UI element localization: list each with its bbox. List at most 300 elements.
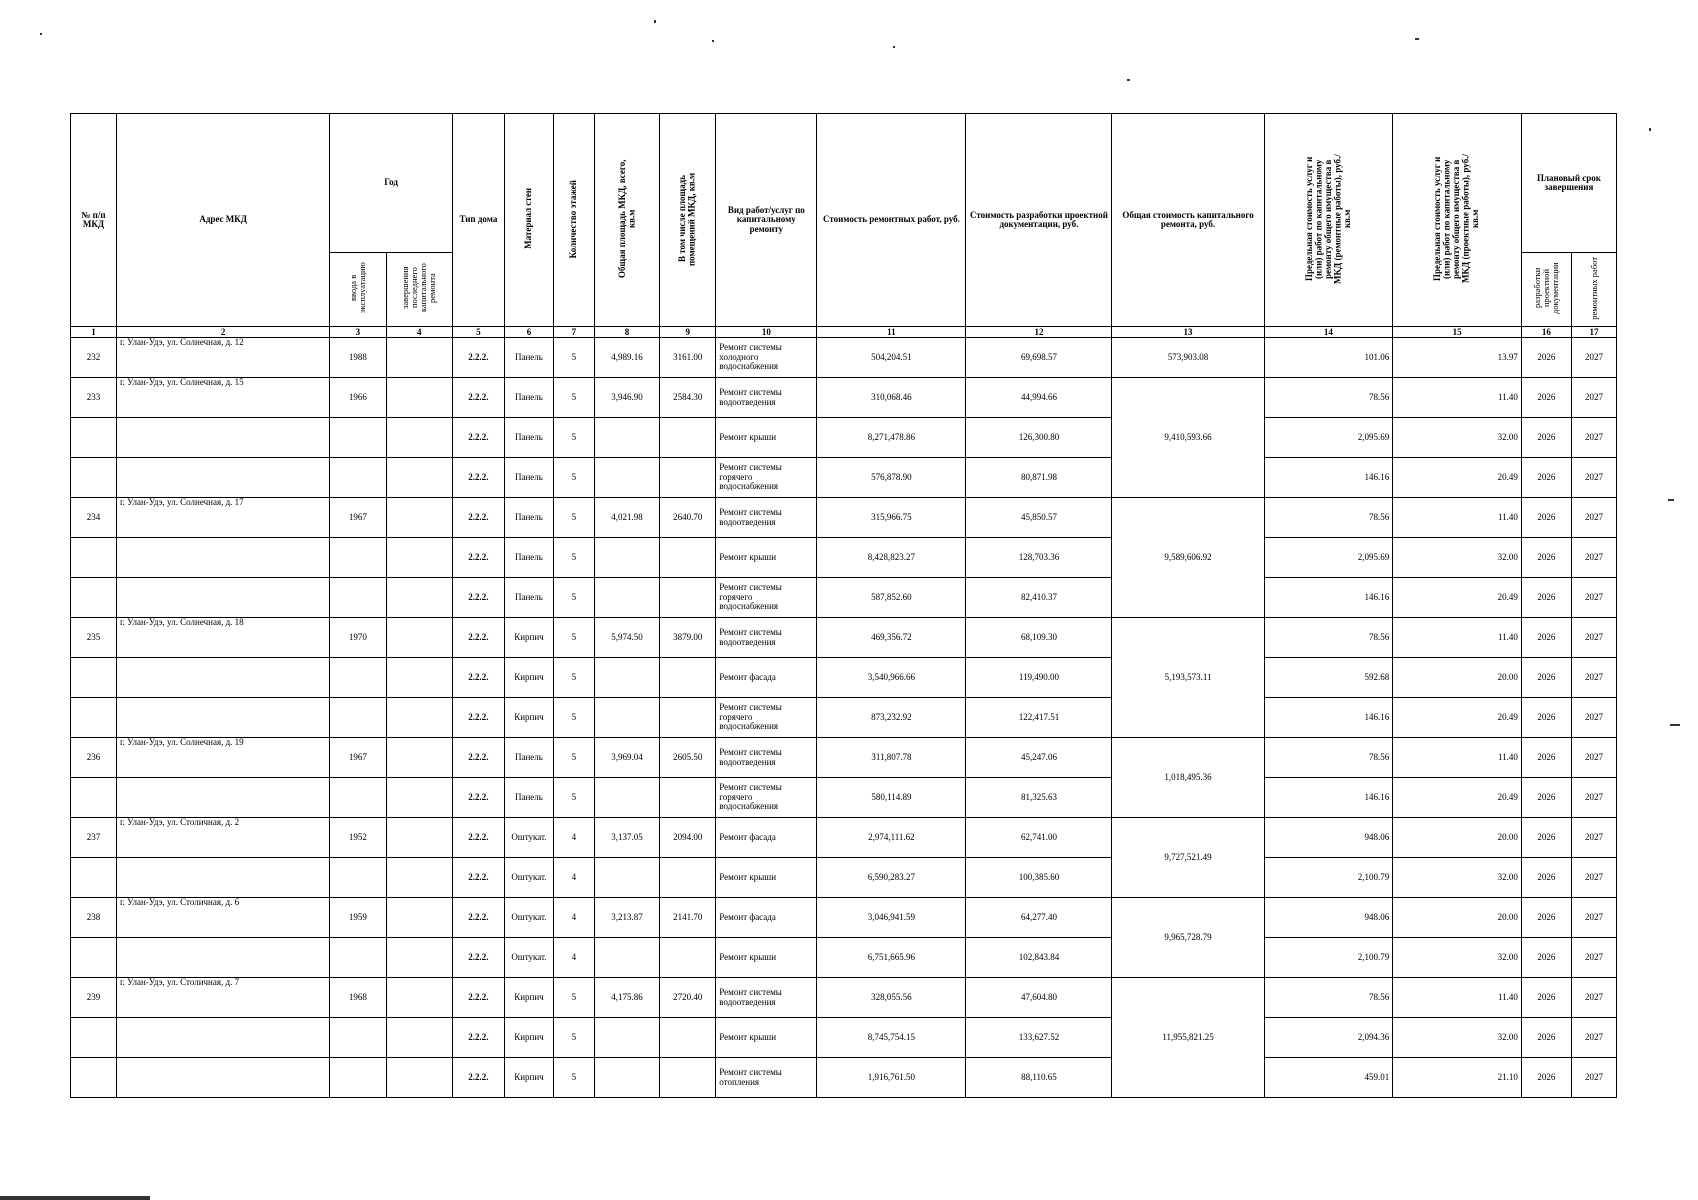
cell-wall-material: Оштукат. — [504, 818, 553, 858]
cell-total-area — [594, 778, 659, 818]
cell-repair-year: 2027 — [1571, 338, 1616, 378]
cell-project-cost: 126,300.80 — [966, 418, 1112, 458]
header-premises-area: В том числе площадь помещений МКД, кв.м — [660, 114, 716, 327]
cell-row-number — [71, 698, 117, 738]
cell-house-type: 2.2.2. — [452, 578, 504, 618]
cell-project-year: 2026 — [1521, 938, 1571, 978]
cell-total-area — [594, 578, 659, 618]
column-number-8: 8 — [594, 327, 659, 338]
cell-project-cost: 82,410.37 — [966, 578, 1112, 618]
column-number-7: 7 — [553, 327, 594, 338]
cell-total-area: 5,974.50 — [594, 618, 659, 658]
cell-row-number — [71, 1018, 117, 1058]
cell-address: г. Улан-Удэ, ул. Солнечная, д. 17 — [116, 498, 329, 538]
cell-house-type: 2.2.2. — [452, 1058, 504, 1098]
cell-row-number — [71, 778, 117, 818]
cell-work-type: Ремонт фасада — [716, 818, 817, 858]
cell-repair-year: 2027 — [1571, 818, 1616, 858]
cell-limit-project: 13.97 — [1393, 338, 1522, 378]
column-number-4: 4 — [386, 327, 452, 338]
table-row — [71, 938, 1617, 978]
cell-last-repair-year — [386, 698, 452, 738]
cell-project-cost: 122,417.51 — [966, 698, 1112, 738]
cell-repair-year: 2027 — [1571, 618, 1616, 658]
cell-limit-repair: 592.68 — [1264, 658, 1393, 698]
cell-last-repair-year — [386, 1058, 452, 1098]
cell-project-year: 2026 — [1521, 1058, 1571, 1098]
cell-limit-repair: 78.56 — [1264, 618, 1393, 658]
cell-last-repair-year — [386, 978, 452, 1018]
cell-premises-area — [660, 418, 716, 458]
cell-limit-project: 11.40 — [1393, 738, 1522, 778]
cell-repair-year: 2027 — [1571, 418, 1616, 458]
cell-commissioning-year: 1988 — [330, 338, 386, 378]
cell-project-year: 2026 — [1521, 418, 1571, 458]
cell-project-year: 2026 — [1521, 1018, 1571, 1058]
cell-total-cost: 573,903.08 — [1112, 338, 1264, 378]
table-row — [71, 418, 1617, 458]
header-limit-repair: Предельная стоимость услуг и (или) работ по капитальному ремонту общего имущества в МКД (ремонтные работы), руб./кв.м — [1264, 114, 1393, 327]
cell-project-cost: 128,703.36 — [966, 538, 1112, 578]
header-house-type: Тип дома — [452, 114, 504, 327]
table-row — [71, 978, 1617, 1018]
cell-total-area — [594, 538, 659, 578]
cell-commissioning-year: 1952 — [330, 818, 386, 858]
cell-row-number — [71, 418, 117, 458]
cell-project-year: 2026 — [1521, 618, 1571, 658]
cell-house-type: 2.2.2. — [452, 778, 504, 818]
cell-total-area: 3,969.04 — [594, 738, 659, 778]
cell-last-repair-year — [386, 578, 452, 618]
cell-address: г. Улан-Удэ, ул. Столичная, д. 7 — [116, 978, 329, 1018]
cell-work-type: Ремонт крыши — [716, 538, 817, 578]
cell-limit-repair: 2,095.69 — [1264, 538, 1393, 578]
cell-address: г. Улан-Удэ, ул. Столичная, д. 2 — [116, 818, 329, 858]
column-number-16: 16 — [1521, 327, 1571, 338]
cell-address — [116, 698, 329, 738]
cell-total-cost: 9,965,728.79 — [1112, 898, 1264, 978]
header-project-cost: Стоимость разработки проектной документации, руб. — [966, 114, 1112, 327]
cell-last-repair-year — [386, 458, 452, 498]
cell-work-type: Ремонт системы водоотведения — [716, 738, 817, 778]
cell-house-type: 2.2.2. — [452, 978, 504, 1018]
cell-last-repair-year — [386, 498, 452, 538]
cell-wall-material: Панель — [504, 378, 553, 418]
cell-total-cost: 9,589,606.92 — [1112, 498, 1264, 618]
column-number-6: 6 — [504, 327, 553, 338]
cell-wall-material: Панель — [504, 458, 553, 498]
cell-floors: 5 — [553, 498, 594, 538]
cell-limit-repair: 146.16 — [1264, 698, 1393, 738]
cell-premises-area: 2141.70 — [660, 898, 716, 938]
cell-last-repair-year — [386, 938, 452, 978]
cell-house-type: 2.2.2. — [452, 538, 504, 578]
cell-total-area: 4,989.16 — [594, 338, 659, 378]
cell-commissioning-year — [330, 458, 386, 498]
table-row — [71, 1058, 1617, 1098]
cell-wall-material: Панель — [504, 418, 553, 458]
cell-commissioning-year — [330, 1058, 386, 1098]
cell-project-cost: 62,741.00 — [966, 818, 1112, 858]
cell-house-type: 2.2.2. — [452, 738, 504, 778]
table-row — [71, 498, 1617, 538]
cell-address — [116, 538, 329, 578]
column-number-3: 3 — [330, 327, 386, 338]
cell-last-repair-year — [386, 538, 452, 578]
column-number-9: 9 — [660, 327, 716, 338]
column-number-2: 2 — [116, 327, 329, 338]
cell-last-repair-year — [386, 1018, 452, 1058]
cell-address: г. Улан-Удэ, ул. Солнечная, д. 18 — [116, 618, 329, 658]
cell-project-year: 2026 — [1521, 538, 1571, 578]
cell-work-type: Ремонт фасада — [716, 898, 817, 938]
cell-project-cost: 80,871.98 — [966, 458, 1112, 498]
cell-limit-repair: 78.56 — [1264, 738, 1393, 778]
cell-project-year: 2026 — [1521, 818, 1571, 858]
cell-repair-cost: 315,966.75 — [817, 498, 966, 538]
header-row — [71, 114, 1617, 253]
cell-wall-material: Кирпич — [504, 698, 553, 738]
cell-limit-project: 32.00 — [1393, 1018, 1522, 1058]
cell-house-type: 2.2.2. — [452, 1018, 504, 1058]
cell-premises-area — [660, 658, 716, 698]
cell-commissioning-year: 1970 — [330, 618, 386, 658]
cell-repair-cost: 873,232.92 — [817, 698, 966, 738]
cell-address — [116, 418, 329, 458]
cell-wall-material: Панель — [504, 498, 553, 538]
cell-project-year: 2026 — [1521, 898, 1571, 938]
cell-commissioning-year: 1968 — [330, 978, 386, 1018]
cell-project-year: 2026 — [1521, 738, 1571, 778]
cell-last-repair-year — [386, 658, 452, 698]
cell-premises-area: 3161.00 — [660, 338, 716, 378]
table-row — [71, 818, 1617, 858]
header-address: Адрес МКД — [116, 114, 329, 327]
cell-commissioning-year — [330, 938, 386, 978]
cell-limit-project: 11.40 — [1393, 498, 1522, 538]
cell-house-type: 2.2.2. — [452, 458, 504, 498]
cell-limit-repair: 101.06 — [1264, 338, 1393, 378]
cell-row-number — [71, 1058, 117, 1098]
cell-address — [116, 778, 329, 818]
cell-limit-project: 20.00 — [1393, 818, 1522, 858]
cell-floors: 5 — [553, 698, 594, 738]
cell-repair-cost: 469,356.72 — [817, 618, 966, 658]
column-number-11: 11 — [817, 327, 966, 338]
cell-address — [116, 578, 329, 618]
table-row — [71, 578, 1617, 618]
cell-last-repair-year — [386, 818, 452, 858]
cell-work-type: Ремонт фасада — [716, 658, 817, 698]
cell-repair-cost: 1,916,761.50 — [817, 1058, 966, 1098]
cell-total-area — [594, 698, 659, 738]
column-number-5: 5 — [452, 327, 504, 338]
table-row — [71, 898, 1617, 938]
cell-premises-area — [660, 778, 716, 818]
cell-project-cost: 88,110.65 — [966, 1058, 1112, 1098]
cell-project-year: 2026 — [1521, 778, 1571, 818]
cell-repair-cost: 6,751,665.96 — [817, 938, 966, 978]
cell-row-number: 232 — [71, 338, 117, 378]
cell-floors: 5 — [553, 338, 594, 378]
table-row — [71, 618, 1617, 658]
cell-project-cost: 100,385.60 — [966, 858, 1112, 898]
cell-repair-cost: 580,114.89 — [817, 778, 966, 818]
cell-floors: 5 — [553, 578, 594, 618]
cell-work-type: Ремонт крыши — [716, 858, 817, 898]
cell-floors: 5 — [553, 1018, 594, 1058]
cell-wall-material: Кирпич — [504, 1058, 553, 1098]
cell-commissioning-year: 1966 — [330, 378, 386, 418]
cell-floors: 5 — [553, 618, 594, 658]
cell-last-repair-year — [386, 378, 452, 418]
cell-limit-project: 11.40 — [1393, 978, 1522, 1018]
cell-last-repair-year — [386, 618, 452, 658]
cell-project-year: 2026 — [1521, 698, 1571, 738]
cell-limit-repair: 146.16 — [1264, 458, 1393, 498]
cell-row-number: 234 — [71, 498, 117, 538]
cell-premises-area: 2605.50 — [660, 738, 716, 778]
cell-row-number: 236 — [71, 738, 117, 778]
cell-repair-cost: 8,271,478.86 — [817, 418, 966, 458]
cell-last-repair-year — [386, 858, 452, 898]
cell-last-repair-year — [386, 898, 452, 938]
cell-repair-cost: 8,745,754.15 — [817, 1018, 966, 1058]
cell-wall-material: Панель — [504, 578, 553, 618]
header-year: Год — [330, 114, 453, 253]
cell-repair-cost: 328,055.56 — [817, 978, 966, 1018]
cell-limit-project: 11.40 — [1393, 618, 1522, 658]
subheader-last-repair: завершения последнего капитального ремонта — [386, 253, 452, 327]
cell-repair-year: 2027 — [1571, 1018, 1616, 1058]
cell-floors: 4 — [553, 818, 594, 858]
header-wall-material: Материал стен — [504, 114, 553, 327]
header-total-cost: Общая стоимость капитального ремонта, руб. — [1112, 114, 1264, 327]
cell-work-type: Ремонт системы водоотведения — [716, 498, 817, 538]
cell-premises-area — [660, 698, 716, 738]
cell-address — [116, 1058, 329, 1098]
cell-repair-year: 2027 — [1571, 578, 1616, 618]
table-row — [71, 538, 1617, 578]
cell-floors: 5 — [553, 658, 594, 698]
cell-project-cost: 45,247.06 — [966, 738, 1112, 778]
cell-project-cost: 45,850.57 — [966, 498, 1112, 538]
cell-repair-year: 2027 — [1571, 938, 1616, 978]
cell-limit-repair: 78.56 — [1264, 978, 1393, 1018]
cell-house-type: 2.2.2. — [452, 418, 504, 458]
cell-total-area: 4,021.98 — [594, 498, 659, 538]
cell-premises-area — [660, 578, 716, 618]
cell-repair-year: 2027 — [1571, 738, 1616, 778]
cell-work-type: Ремонт системы горячего водоснабжения — [716, 578, 817, 618]
cell-project-year: 2026 — [1521, 378, 1571, 418]
cell-premises-area: 2584.30 — [660, 378, 716, 418]
column-number-10: 10 — [716, 327, 817, 338]
cell-commissioning-year — [330, 698, 386, 738]
cell-project-cost: 44,994.66 — [966, 378, 1112, 418]
cell-row-number — [71, 938, 117, 978]
cell-floors: 5 — [553, 978, 594, 1018]
cell-row-number — [71, 458, 117, 498]
column-number-1: 1 — [71, 327, 117, 338]
cell-commissioning-year — [330, 418, 386, 458]
cell-row-number: 238 — [71, 898, 117, 938]
cell-house-type: 2.2.2. — [452, 338, 504, 378]
cell-floors: 4 — [553, 938, 594, 978]
cell-house-type: 2.2.2. — [452, 618, 504, 658]
cell-house-type: 2.2.2. — [452, 698, 504, 738]
cell-repair-year: 2027 — [1571, 858, 1616, 898]
cell-limit-project: 20.49 — [1393, 458, 1522, 498]
cell-project-year: 2026 — [1521, 578, 1571, 618]
table-row — [71, 778, 1617, 818]
cell-address: г. Улан-Удэ, ул. Солнечная, д. 19 — [116, 738, 329, 778]
cell-house-type: 2.2.2. — [452, 378, 504, 418]
cell-wall-material: Кирпич — [504, 618, 553, 658]
cell-limit-repair: 2,100.79 — [1264, 858, 1393, 898]
capital-repair-table-sheet — [70, 113, 1617, 1116]
subheader-commissioning: ввода в эксплуатацию — [330, 253, 386, 327]
column-number-14: 14 — [1264, 327, 1393, 338]
cell-floors: 5 — [553, 458, 594, 498]
cell-row-number: 233 — [71, 378, 117, 418]
cell-total-area: 3,137.05 — [594, 818, 659, 858]
cell-address: г. Улан-Удэ, ул. Солнечная, д. 12 — [116, 338, 329, 378]
cell-house-type: 2.2.2. — [452, 818, 504, 858]
header-num: № п/п МКД — [71, 114, 117, 327]
cell-work-type: Ремонт системы холодного водоснабжения — [716, 338, 817, 378]
table-row — [71, 658, 1617, 698]
cell-total-area — [594, 1018, 659, 1058]
cell-project-year: 2026 — [1521, 498, 1571, 538]
cell-row-number — [71, 578, 117, 618]
cell-project-cost: 81,325.63 — [966, 778, 1112, 818]
cell-wall-material: Оштукат. — [504, 898, 553, 938]
cell-repair-cost: 3,540,966.66 — [817, 658, 966, 698]
cell-commissioning-year — [330, 1018, 386, 1058]
cell-premises-area — [660, 458, 716, 498]
cell-total-cost: 9,410,593.66 — [1112, 378, 1264, 498]
cell-address: г. Улан-Удэ, ул. Солнечная, д. 15 — [116, 378, 329, 418]
table-row — [71, 458, 1617, 498]
cell-work-type: Ремонт системы водоотведения — [716, 978, 817, 1018]
cell-limit-repair: 948.06 — [1264, 898, 1393, 938]
cell-wall-material: Панель — [504, 778, 553, 818]
column-number-15: 15 — [1393, 327, 1522, 338]
header-work-type: Вид работ/услуг по капитальному ремонту — [716, 114, 817, 327]
cell-work-type: Ремонт системы горячего водоснабжения — [716, 778, 817, 818]
cell-wall-material: Оштукат. — [504, 858, 553, 898]
cell-address — [116, 1018, 329, 1058]
cell-limit-repair: 948.06 — [1264, 818, 1393, 858]
cell-commissioning-year — [330, 578, 386, 618]
cell-floors: 5 — [553, 538, 594, 578]
cell-limit-project: 32.00 — [1393, 858, 1522, 898]
cell-total-area — [594, 658, 659, 698]
cell-row-number: 235 — [71, 618, 117, 658]
cell-commissioning-year: 1967 — [330, 738, 386, 778]
cell-floors: 5 — [553, 418, 594, 458]
cell-limit-project: 32.00 — [1393, 538, 1522, 578]
cell-premises-area — [660, 858, 716, 898]
cell-house-type: 2.2.2. — [452, 858, 504, 898]
cell-project-cost: 133,627.52 — [966, 1018, 1112, 1058]
cell-wall-material: Оштукат. — [504, 938, 553, 978]
cell-total-area: 3,946.90 — [594, 378, 659, 418]
cell-wall-material: Кирпич — [504, 1018, 553, 1058]
cell-repair-year: 2027 — [1571, 1058, 1616, 1098]
cell-limit-repair: 146.16 — [1264, 578, 1393, 618]
cell-wall-material: Панель — [504, 538, 553, 578]
cell-repair-cost: 3,046,941.59 — [817, 898, 966, 938]
cell-floors: 5 — [553, 1058, 594, 1098]
cell-commissioning-year: 1967 — [330, 498, 386, 538]
cell-limit-project: 20.49 — [1393, 698, 1522, 738]
cell-limit-repair: 78.56 — [1264, 378, 1393, 418]
cell-repair-year: 2027 — [1571, 498, 1616, 538]
cell-total-cost: 11,955,821.25 — [1112, 978, 1264, 1098]
cell-house-type: 2.2.2. — [452, 938, 504, 978]
cell-work-type: Ремонт системы водоотведения — [716, 618, 817, 658]
cell-limit-project: 20.49 — [1393, 578, 1522, 618]
cell-project-cost: 69,698.57 — [966, 338, 1112, 378]
header-limit-project: Предельная стоимость услуг и (или) работ по капитальному ремонту общего имущества в МКД (проектные работы), руб./кв.м — [1393, 114, 1522, 327]
table-row — [71, 338, 1617, 378]
cell-project-year: 2026 — [1521, 978, 1571, 1018]
cell-total-area — [594, 858, 659, 898]
capital-repair-table — [70, 113, 1617, 1098]
column-number-12: 12 — [966, 327, 1112, 338]
cell-address — [116, 658, 329, 698]
cell-wall-material: Кирпич — [504, 658, 553, 698]
cell-row-number — [71, 538, 117, 578]
cell-premises-area — [660, 538, 716, 578]
cell-last-repair-year — [386, 338, 452, 378]
cell-repair-year: 2027 — [1571, 458, 1616, 498]
cell-address — [116, 458, 329, 498]
cell-house-type: 2.2.2. — [452, 658, 504, 698]
cell-row-number: 237 — [71, 818, 117, 858]
cell-commissioning-year — [330, 858, 386, 898]
cell-repair-year: 2027 — [1571, 658, 1616, 698]
cell-project-cost: 47,604.80 — [966, 978, 1112, 1018]
cell-project-cost: 64,277.40 — [966, 898, 1112, 938]
table-row — [71, 1018, 1617, 1058]
cell-commissioning-year — [330, 538, 386, 578]
cell-address — [116, 858, 329, 898]
cell-premises-area: 2094.00 — [660, 818, 716, 858]
cell-project-cost: 68,109.30 — [966, 618, 1112, 658]
cell-premises-area — [660, 1058, 716, 1098]
cell-row-number — [71, 658, 117, 698]
cell-commissioning-year — [330, 778, 386, 818]
cell-work-type: Ремонт системы отопления — [716, 1058, 817, 1098]
cell-total-cost: 5,193,573.11 — [1112, 618, 1264, 738]
cell-repair-year: 2027 — [1571, 978, 1616, 1018]
cell-project-year: 2026 — [1521, 658, 1571, 698]
header-floors: Количество этажей — [553, 114, 594, 327]
table-row — [71, 858, 1617, 898]
cell-premises-area: 2640.70 — [660, 498, 716, 538]
cell-repair-cost: 504,204.51 — [817, 338, 966, 378]
cell-total-area — [594, 458, 659, 498]
cell-house-type: 2.2.2. — [452, 498, 504, 538]
cell-premises-area: 2720.40 — [660, 978, 716, 1018]
cell-limit-project: 20.00 — [1393, 898, 1522, 938]
cell-project-cost: 102,843.84 — [966, 938, 1112, 978]
cell-work-type: Ремонт крыши — [716, 1018, 817, 1058]
subheader-project-dev: разработки проектной документации — [1521, 253, 1571, 327]
